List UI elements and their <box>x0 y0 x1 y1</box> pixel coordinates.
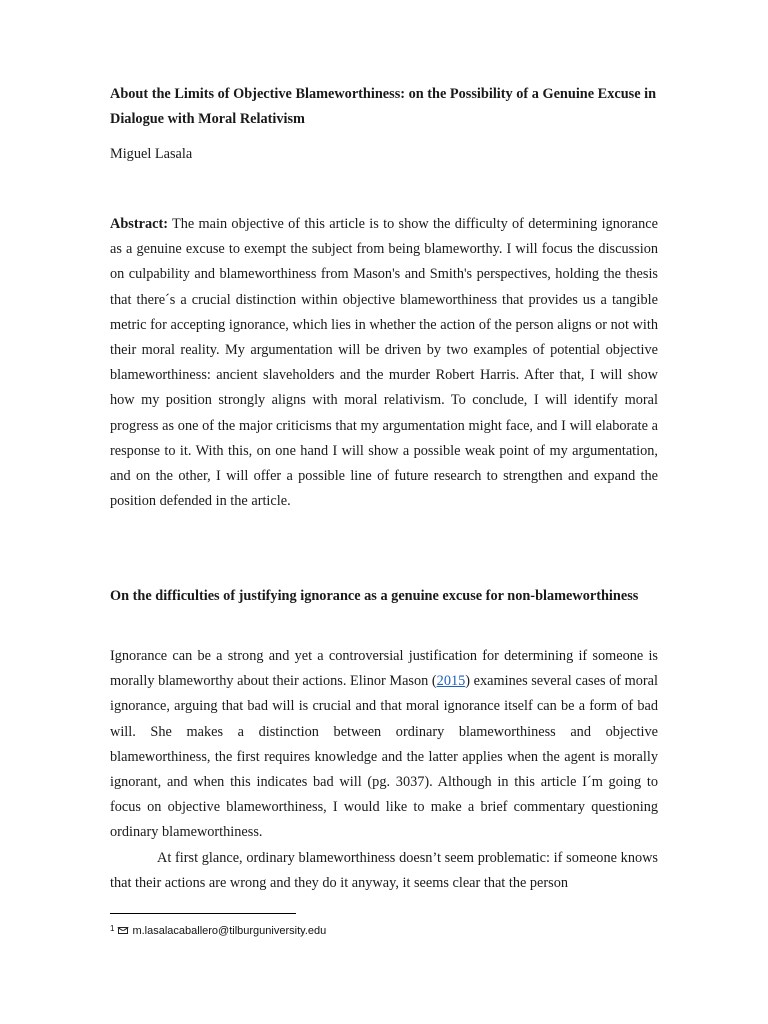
paragraph-1 <box>110 644 658 846</box>
paragraph-1-text-b: ) examines several cases of moral ignorance, arguing that bad will is crucial and that moral ignorance itself can be a form of bad will. She makes a distinction between ordinary blameworthiness and objective blameworthiness, the first requires knowledge and the latter applies when the agent is morally ignorant, and when this indicates bad will (pg. 3037). Although in this article I´m going to focus on objective blameworthiness, I would like to make a brief commentary questioning ordinary blameworthiness. <box>110 673 659 841</box>
section-body <box>110 644 658 896</box>
author-name: Miguel Lasala <box>110 146 193 162</box>
paragraph-1-text-a: Ignorance can be a strong and yet a controversial justification for determining if someone is morally blameworthy about their actions. Elinor Mason ( <box>110 648 658 690</box>
mail-icon <box>118 927 128 934</box>
abstract <box>110 212 658 514</box>
paper-title: About the Limits of Objective Blameworthiness: on the Possibility of a Genuine Excuse in Dialogue with Moral Relativism <box>110 86 657 127</box>
abstract-label: Abstract: <box>110 216 168 232</box>
footnote-number: 1 <box>110 924 115 933</box>
footnote-email[interactable]: m.lasalacaballero@tilburguniversity.edu <box>132 925 327 937</box>
footnote-divider <box>110 913 296 914</box>
section-heading: On the difficulties of justifying ignorance as a genuine excuse for non-blameworthiness <box>110 588 639 604</box>
paragraph-2: At first glance, ordinary blameworthiness doesn’t seem problematic: if someone knows that their actions are wrong and they do it anyway, it seems clear that the person <box>110 849 658 891</box>
citation-link-2015[interactable]: 2015 <box>436 673 466 690</box>
footnote <box>110 922 326 938</box>
abstract-text: The main objective of this article is to show the difficulty of determining ignorance as a genuine excuse to exempt the subject from being blameworthy. I will focus the discussion on culpability and blameworthiness from Mason's and Smith's perspectives, holding the thesis that there´s a crucial distinction within objective blameworthiness that provides us a tangible metric for accepting ignorance, which lies in whether the action of the person aligns or not with their moral reality. My argumentation will be driven by two examples of potential objective blameworthiness: ancient slaveholders and the murder Robert Harris. After that, I will show how my position strongly aligns with moral relativism. To conclude, I will identify moral progress as one of the major criticisms that my argumentation might face, and I will elaborate a response to it. With this, on one hand I will show a possible weak point of my argumentation, and on the other, I will offer a possible line of future research to strengthen and expand the position defended in the article. <box>110 216 658 510</box>
